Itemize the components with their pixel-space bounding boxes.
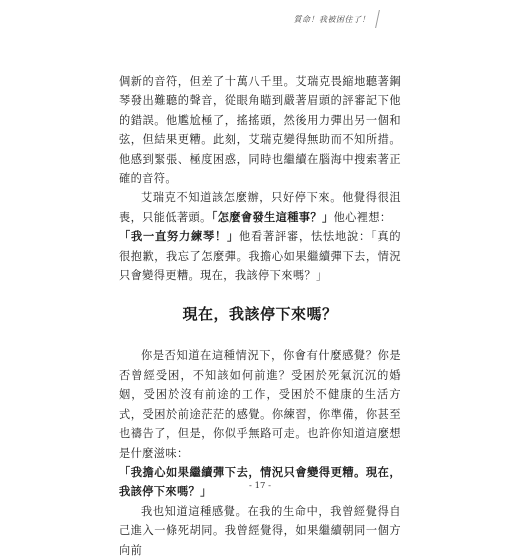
- running-head: 質命！我被困住了！: [293, 15, 370, 24]
- paragraph-5: 我也知道這種感覺。在我的生命中，我曾經覺得自己進入一條死胡同。我曾經覺得，如果繼續朝同一個方向前: [119, 504, 401, 557]
- paragraph-2-text: 艾瑞克不知道該怎麼辦，只好停下來。他覺得很沮喪，只能低著頭。: [119, 191, 401, 224]
- paragraph-4: 你是否知道在這種情況下，你會有什麼感覺？你是否曾經受困，不知該如何前進？受困於死氣沉沉的婚姻，受困於沒有前途的工作，受困於不健康的生活方式，受困於前途茫茫的感覺。你練習，你準備，你甚至也禱告了，但是，你似乎無路可走。也許你知道這麼想是什麼滋味：: [119, 349, 401, 460]
- paragraph-3: [119, 227, 401, 285]
- paragraph-2-aside: 他心裡想：: [333, 210, 392, 224]
- page-number: - 17 -: [249, 481, 271, 491]
- paragraph-2: [119, 188, 401, 227]
- paragraph-1: 倜新的音符，但差了十萬八千里。艾瑞克畏縮地聽著鋼琴發出難聽的聲音，從眼角瞄到嚴著眉頭的評審記下他的錯誤。他尷尬極了，搖搖頭，然後用力彈出另一個和弦，但結果更糟。此刻，艾瑞克變得無助而不知所措。他感到緊張、極度困惑，同時也繼續在腦海中搜索著正確的音符。: [119, 75, 401, 186]
- running-head-divider: [375, 10, 380, 28]
- emphasis-question: 「怎麼會發生這種事？」: [211, 210, 334, 224]
- paragraph-3-text: 他看著評審，怯怯地說：「真的很抱歉，我忘了怎麼彈。我擔心如果繼續彈下去，情況只會變得更糟。現在，我該停下來嗎？」: [119, 230, 401, 283]
- emphasis-practice: 「我一直努力練琴！」: [119, 230, 239, 244]
- section-heading: 現在，我該停下來嗎？: [182, 305, 338, 324]
- emphasis-quote: 「我擔心如果繼續彈下去，情況只會變得更糟。現在，我該停下來嗎？」: [119, 465, 401, 499]
